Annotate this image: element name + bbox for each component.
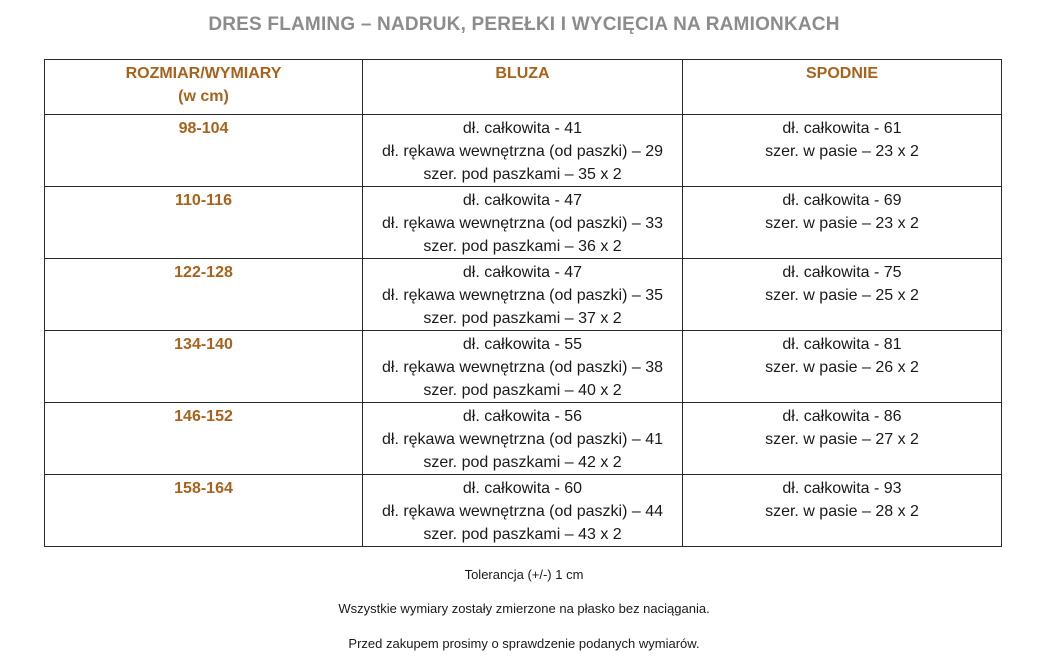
bluza-width: szer. pod paszkami – 36 x 2 — [423, 238, 622, 255]
spodnie-length: dł. całkowita - 69 — [782, 192, 902, 209]
spodnie-waist: szer. w pasie – 25 x 2 — [765, 287, 919, 304]
size-table — [44, 59, 1002, 547]
spodnie-length: dł. całkowita - 86 — [782, 408, 902, 425]
bluza-sleeve: dł. rękawa wewnętrzna (od paszki) – 33 — [381, 215, 664, 232]
bluza-length: dł. całkowita - 60 — [462, 480, 583, 497]
spodnie-cell — [683, 475, 1002, 547]
size-cell: 122-128 — [45, 259, 363, 331]
size-cell: 110-116 — [45, 187, 363, 259]
bluza-cell — [363, 403, 683, 475]
table-header-row — [45, 60, 1002, 115]
bluza-width: szer. pod paszkami – 40 x 2 — [423, 382, 622, 399]
bluza-sleeve: dł. rękawa wewnętrzna (od paszki) – 41 — [381, 431, 664, 448]
bluza-length: dł. całkowita - 47 — [462, 264, 583, 281]
bluza-cell — [363, 115, 683, 187]
bluza-width: szer. pod paszkami – 35 x 2 — [423, 166, 622, 183]
header-size-line1: ROZMIAR/WYMIARY — [125, 65, 282, 82]
spodnie-cell — [683, 331, 1002, 403]
bluza-cell — [363, 187, 683, 259]
bluza-length: dł. całkowita - 47 — [462, 192, 583, 209]
table-row — [45, 115, 1002, 187]
spodnie-waist: szer. w pasie – 26 x 2 — [765, 359, 919, 376]
bluza-length: dł. całkowita - 55 — [462, 336, 583, 353]
spodnie-waist: szer. w pasie – 23 x 2 — [765, 215, 919, 232]
bluza-cell — [363, 331, 683, 403]
bluza-length: dł. całkowita - 56 — [462, 408, 583, 425]
header-bluza: BLUZA — [363, 60, 683, 115]
spodnie-cell — [683, 187, 1002, 259]
bluza-width: szer. pod paszkami – 42 x 2 — [423, 454, 622, 471]
header-size — [45, 60, 363, 115]
table-row — [45, 187, 1002, 259]
page-title: DRES FLAMING – NADRUK, PEREŁKI I WYCIĘCIA NA RAMIONKACH — [208, 14, 840, 35]
size-cell: 134-140 — [45, 331, 363, 403]
check-note: Przed zakupem prosimy o sprawdzenie podanych wymiarów. — [348, 636, 700, 651]
spodnie-cell — [683, 115, 1002, 187]
spodnie-length: dł. całkowita - 75 — [782, 264, 902, 281]
spodnie-cell — [683, 259, 1002, 331]
bluza-sleeve: dł. rękawa wewnętrzna (od paszki) – 44 — [381, 503, 664, 520]
bluza-cell — [363, 259, 683, 331]
bluza-sleeve: dł. rękawa wewnętrzna (od paszki) – 38 — [381, 359, 664, 376]
bluza-width: szer. pod paszkami – 43 x 2 — [423, 526, 622, 543]
header-spodnie: SPODNIE — [683, 60, 1002, 115]
tolerance-note: Tolerancja (+/-) 1 cm — [464, 567, 584, 582]
measurement-note: Wszystkie wymiary zostały zmierzone na płasko bez naciągania. — [338, 601, 710, 616]
spodnie-waist: szer. w pasie – 27 x 2 — [765, 431, 919, 448]
spodnie-length: dł. całkowita - 61 — [782, 120, 902, 137]
header-size-line2: (w cm) — [178, 88, 229, 105]
bluza-length: dł. całkowita - 41 — [462, 120, 583, 137]
table-row — [45, 403, 1002, 475]
size-cell: 98-104 — [45, 115, 363, 187]
bluza-cell — [363, 475, 683, 547]
table-row — [45, 475, 1002, 547]
size-cell: 146-152 — [45, 403, 363, 475]
bluza-sleeve: dł. rękawa wewnętrzna (od paszki) – 35 — [381, 287, 664, 304]
bluza-sleeve: dł. rękawa wewnętrzna (od paszki) – 29 — [381, 143, 664, 160]
table-row — [45, 331, 1002, 403]
spodnie-length: dł. całkowita - 81 — [782, 336, 902, 353]
spodnie-length: dł. całkowita - 93 — [782, 480, 902, 497]
spodnie-waist: szer. w pasie – 28 x 2 — [765, 503, 919, 520]
table-row — [45, 259, 1002, 331]
size-cell: 158-164 — [45, 475, 363, 547]
bluza-width: szer. pod paszkami – 37 x 2 — [423, 310, 622, 327]
spodnie-cell — [683, 403, 1002, 475]
spodnie-waist: szer. w pasie – 23 x 2 — [765, 143, 919, 160]
